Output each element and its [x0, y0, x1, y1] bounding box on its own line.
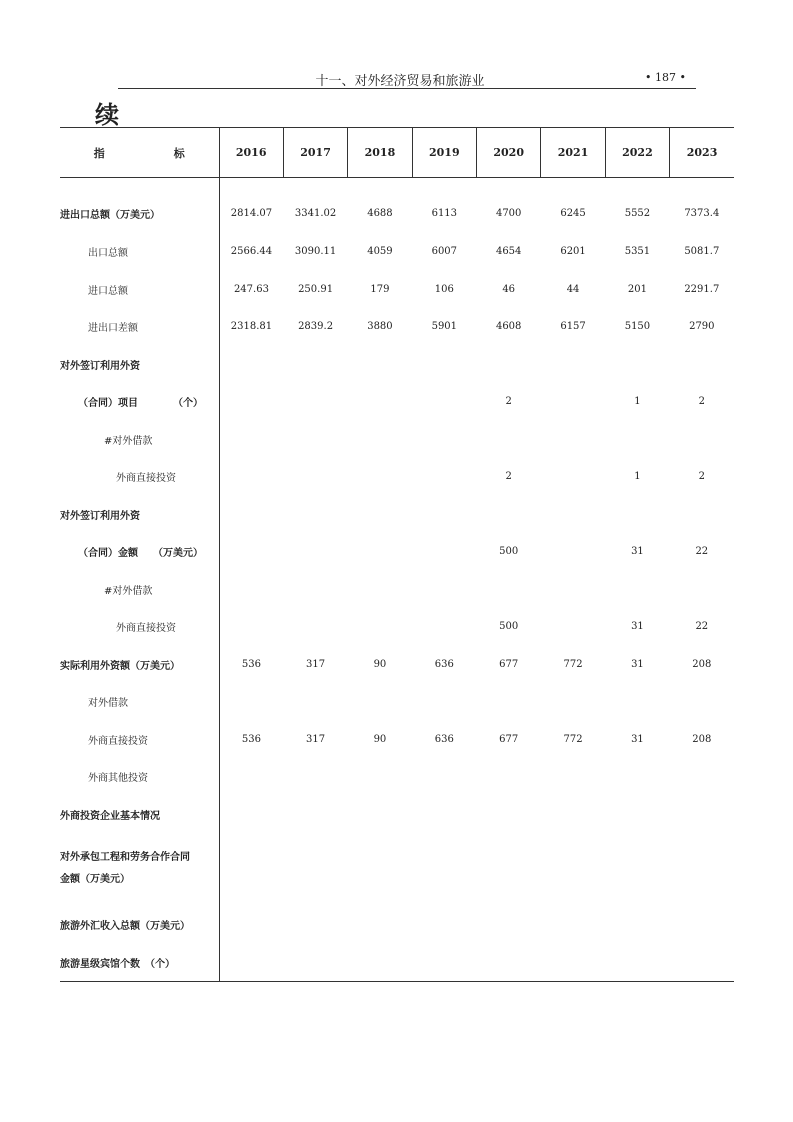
year-header: 2021 — [541, 128, 605, 178]
value-cell — [219, 683, 283, 720]
value-cell: 500 — [499, 546, 519, 557]
value-cell — [605, 570, 669, 608]
value-cell: 5351 — [624, 246, 651, 257]
value-cell: 2566.44 — [230, 246, 273, 257]
value-cell — [477, 495, 541, 533]
value-cell — [541, 495, 605, 533]
value-cell: 5081.7 — [684, 246, 720, 257]
table-row — [60, 308, 734, 345]
row-label: （合同）项目 （个） — [60, 383, 219, 420]
value-cell: 46 — [502, 283, 516, 295]
value-cell: 4700 — [495, 208, 522, 219]
value-cell — [670, 420, 734, 458]
value-cell — [541, 570, 605, 608]
table-row — [60, 533, 734, 570]
value-cell — [283, 458, 347, 495]
value-cell — [412, 608, 476, 645]
value-cell — [670, 570, 734, 608]
value-cell: 4608 — [495, 321, 522, 332]
value-cell: 250.91 — [298, 283, 334, 295]
value-cell: 106 — [434, 283, 454, 295]
value-cell — [348, 758, 412, 795]
table-row — [60, 458, 734, 495]
table-row — [60, 495, 734, 533]
value-cell — [348, 833, 412, 905]
value-cell — [541, 943, 605, 982]
row-label: #对外借款 — [60, 420, 219, 458]
value-cell — [477, 570, 541, 608]
value-cell — [412, 383, 476, 420]
value-cell — [219, 345, 283, 383]
value-cell: 90 — [373, 658, 387, 670]
value-cell — [219, 383, 283, 420]
value-cell: 500 — [499, 621, 519, 632]
table-row — [60, 270, 734, 308]
year-header: 2022 — [605, 128, 669, 178]
value-cell — [541, 795, 605, 833]
spacer-cell — [348, 178, 412, 195]
value-cell — [283, 608, 347, 645]
value-cell — [670, 905, 734, 943]
value-cell: 6157 — [560, 321, 586, 332]
value-cell — [605, 495, 669, 533]
value-cell — [283, 833, 347, 905]
value-cell: 31 — [631, 621, 644, 632]
table-row — [60, 194, 734, 233]
value-cell — [219, 758, 283, 795]
table-row — [60, 608, 734, 645]
value-cell — [670, 495, 734, 533]
row-label: 实际利用外资额（万美元） — [60, 645, 219, 683]
table-row — [60, 905, 734, 943]
value-cell — [477, 795, 541, 833]
spacer-cell — [670, 178, 734, 195]
value-cell — [348, 905, 412, 943]
value-cell: 6113 — [431, 208, 458, 219]
value-cell — [283, 420, 347, 458]
row-label: 进出口总额（万美元） — [60, 194, 219, 233]
table-row — [60, 570, 734, 608]
value-cell — [477, 345, 541, 383]
value-cell — [219, 533, 283, 570]
value-cell — [412, 458, 476, 495]
year-header: 2023 — [670, 128, 734, 178]
value-cell — [670, 795, 734, 833]
value-cell: 247.63 — [233, 283, 269, 295]
value-cell: 31 — [631, 733, 644, 745]
value-cell: 772 — [563, 733, 583, 745]
table-row — [60, 795, 734, 833]
value-cell — [219, 570, 283, 608]
row-label: 外商其他投资 — [60, 758, 219, 795]
value-cell — [219, 905, 283, 943]
value-cell — [670, 833, 734, 905]
value-cell — [283, 533, 347, 570]
value-cell: 2 — [698, 396, 705, 407]
row-label-line: 对外承包工程和劳务合作合同 — [60, 852, 190, 863]
value-cell — [348, 795, 412, 833]
spacer-cell — [283, 178, 347, 195]
table-row — [60, 833, 734, 905]
row-label — [60, 833, 219, 905]
value-cell: 536 — [241, 733, 261, 745]
value-cell: 208 — [692, 733, 712, 745]
value-cell — [348, 608, 412, 645]
value-cell: 31 — [631, 658, 644, 670]
value-cell: 317 — [306, 658, 326, 670]
table-row — [60, 345, 734, 383]
value-cell — [477, 758, 541, 795]
value-cell: 4688 — [367, 208, 393, 219]
row-label: 旅游星级宾馆个数 （个） — [60, 943, 219, 982]
year-header: 2018 — [348, 128, 412, 178]
value-cell — [670, 943, 734, 982]
value-cell: 2 — [505, 471, 512, 482]
value-cell: 90 — [373, 733, 387, 745]
value-cell — [412, 943, 476, 982]
section-title: 十一、对外经济贸易和旅游业 — [315, 74, 485, 89]
row-label: （合同）金额 （万美元） — [60, 533, 219, 570]
spacer-cell — [60, 178, 219, 195]
value-cell — [670, 683, 734, 720]
indicator-header-a: 指 — [93, 146, 105, 160]
value-cell: 6201 — [560, 246, 586, 257]
value-cell — [670, 345, 734, 383]
value-cell — [348, 383, 412, 420]
value-cell — [412, 570, 476, 608]
value-cell: 208 — [692, 658, 712, 670]
value-cell: 677 — [499, 658, 519, 670]
value-cell: 772 — [563, 658, 583, 670]
row-label: 外商投资企业基本情况 — [60, 795, 219, 833]
row-label: 外商直接投资 — [60, 720, 219, 758]
value-cell — [477, 943, 541, 982]
value-cell — [605, 795, 669, 833]
value-cell: 1 — [634, 471, 641, 482]
value-cell — [541, 683, 605, 720]
table-row — [60, 420, 734, 458]
table-row — [60, 943, 734, 982]
spacer-cell — [541, 178, 605, 195]
value-cell — [219, 420, 283, 458]
value-cell — [283, 345, 347, 383]
value-cell: 636 — [434, 658, 454, 670]
row-label: 进口总额 — [60, 270, 219, 308]
spacer-row — [60, 178, 734, 195]
value-cell: 2790 — [689, 321, 715, 332]
row-label: 对外借款 — [60, 683, 219, 720]
value-cell — [348, 683, 412, 720]
value-cell — [477, 905, 541, 943]
value-cell — [541, 608, 605, 645]
value-cell: 2291.7 — [684, 283, 720, 295]
value-cell: 44 — [566, 283, 580, 295]
row-label: #对外借款 — [60, 570, 219, 608]
value-cell: 3341.02 — [294, 208, 337, 219]
value-cell — [283, 383, 347, 420]
value-cell — [283, 495, 347, 533]
value-cell: 317 — [306, 733, 326, 745]
value-cell — [348, 495, 412, 533]
value-cell: 2814.07 — [230, 208, 273, 219]
row-label: 外商直接投资 — [60, 608, 219, 645]
value-cell — [541, 420, 605, 458]
value-cell — [670, 758, 734, 795]
year-header: 2020 — [477, 128, 541, 178]
row-label: 外商直接投资 — [60, 458, 219, 495]
value-cell — [412, 533, 476, 570]
value-cell — [283, 570, 347, 608]
value-cell — [283, 943, 347, 982]
value-cell: 5901 — [431, 321, 458, 332]
value-cell — [412, 833, 476, 905]
value-cell — [412, 795, 476, 833]
value-cell — [605, 345, 669, 383]
value-cell — [348, 533, 412, 570]
value-cell: 536 — [241, 658, 261, 670]
value-cell — [412, 905, 476, 943]
value-cell — [283, 905, 347, 943]
value-cell — [541, 533, 605, 570]
value-cell: 2839.2 — [298, 321, 334, 332]
value-cell — [219, 458, 283, 495]
value-cell: 31 — [631, 546, 644, 557]
table-row — [60, 683, 734, 720]
value-cell: 1 — [634, 396, 641, 407]
year-header: 2016 — [219, 128, 283, 178]
value-cell — [541, 383, 605, 420]
value-cell — [605, 683, 669, 720]
value-cell: 201 — [627, 283, 647, 295]
spacer-cell — [477, 178, 541, 195]
value-cell — [219, 608, 283, 645]
year-header: 2017 — [283, 128, 347, 178]
statistics-table — [60, 127, 734, 982]
value-cell — [541, 345, 605, 383]
value-cell — [219, 943, 283, 982]
value-cell: 179 — [370, 283, 390, 295]
value-cell: 5552 — [624, 208, 651, 219]
value-cell — [605, 420, 669, 458]
page-number: • 187 • — [645, 71, 686, 84]
value-cell — [348, 943, 412, 982]
value-cell — [283, 683, 347, 720]
value-cell — [605, 943, 669, 982]
table-row — [60, 645, 734, 683]
value-cell — [541, 458, 605, 495]
spacer-cell — [219, 178, 283, 195]
value-cell — [412, 495, 476, 533]
value-cell: 2 — [505, 396, 512, 407]
value-cell — [219, 495, 283, 533]
value-cell — [477, 833, 541, 905]
row-label: 出口总额 — [60, 233, 219, 270]
value-cell — [412, 420, 476, 458]
value-cell — [219, 833, 283, 905]
value-cell — [348, 420, 412, 458]
value-cell — [348, 345, 412, 383]
value-cell: 2 — [698, 471, 705, 482]
spacer-cell — [412, 178, 476, 195]
value-cell — [541, 905, 605, 943]
value-cell — [412, 758, 476, 795]
value-cell — [477, 683, 541, 720]
row-label: 进出口差额 — [60, 308, 219, 345]
value-cell: 5150 — [624, 321, 651, 332]
value-cell — [283, 795, 347, 833]
value-cell — [605, 758, 669, 795]
value-cell — [605, 905, 669, 943]
value-cell — [348, 570, 412, 608]
value-cell: 22 — [695, 546, 709, 557]
value-cell: 4059 — [367, 246, 393, 257]
indicator-header — [60, 128, 219, 178]
value-cell — [541, 758, 605, 795]
table-row — [60, 233, 734, 270]
row-label: 旅游外汇收入总额（万美元） — [60, 905, 219, 943]
table-row — [60, 383, 734, 420]
value-cell: 7373.4 — [684, 208, 720, 219]
value-cell: 2318.81 — [230, 321, 273, 332]
value-cell — [605, 833, 669, 905]
value-cell — [283, 758, 347, 795]
value-cell — [477, 420, 541, 458]
header-rule — [118, 88, 696, 89]
year-header: 2019 — [412, 128, 476, 178]
value-cell: 3090.11 — [294, 246, 337, 257]
value-cell: 4654 — [495, 246, 522, 257]
row-label: 对外签订利用外资 — [60, 345, 219, 383]
value-cell — [348, 458, 412, 495]
value-cell — [412, 683, 476, 720]
continued-label: 续 — [95, 101, 119, 129]
value-cell: 636 — [434, 733, 454, 745]
value-cell — [541, 833, 605, 905]
spacer-cell — [605, 178, 669, 195]
indicator-header-b: 标 — [173, 146, 185, 160]
table-header-row — [60, 128, 734, 178]
row-label-line: 金额（万美元） — [60, 874, 130, 885]
value-cell: 22 — [695, 621, 709, 632]
value-cell: 3880 — [367, 321, 393, 332]
row-label: 对外签订利用外资 — [60, 495, 219, 533]
table-row — [60, 720, 734, 758]
value-cell: 6007 — [431, 246, 458, 257]
value-cell — [412, 345, 476, 383]
value-cell: 6245 — [560, 208, 586, 219]
table-row — [60, 758, 734, 795]
value-cell: 677 — [499, 733, 519, 745]
value-cell — [219, 795, 283, 833]
